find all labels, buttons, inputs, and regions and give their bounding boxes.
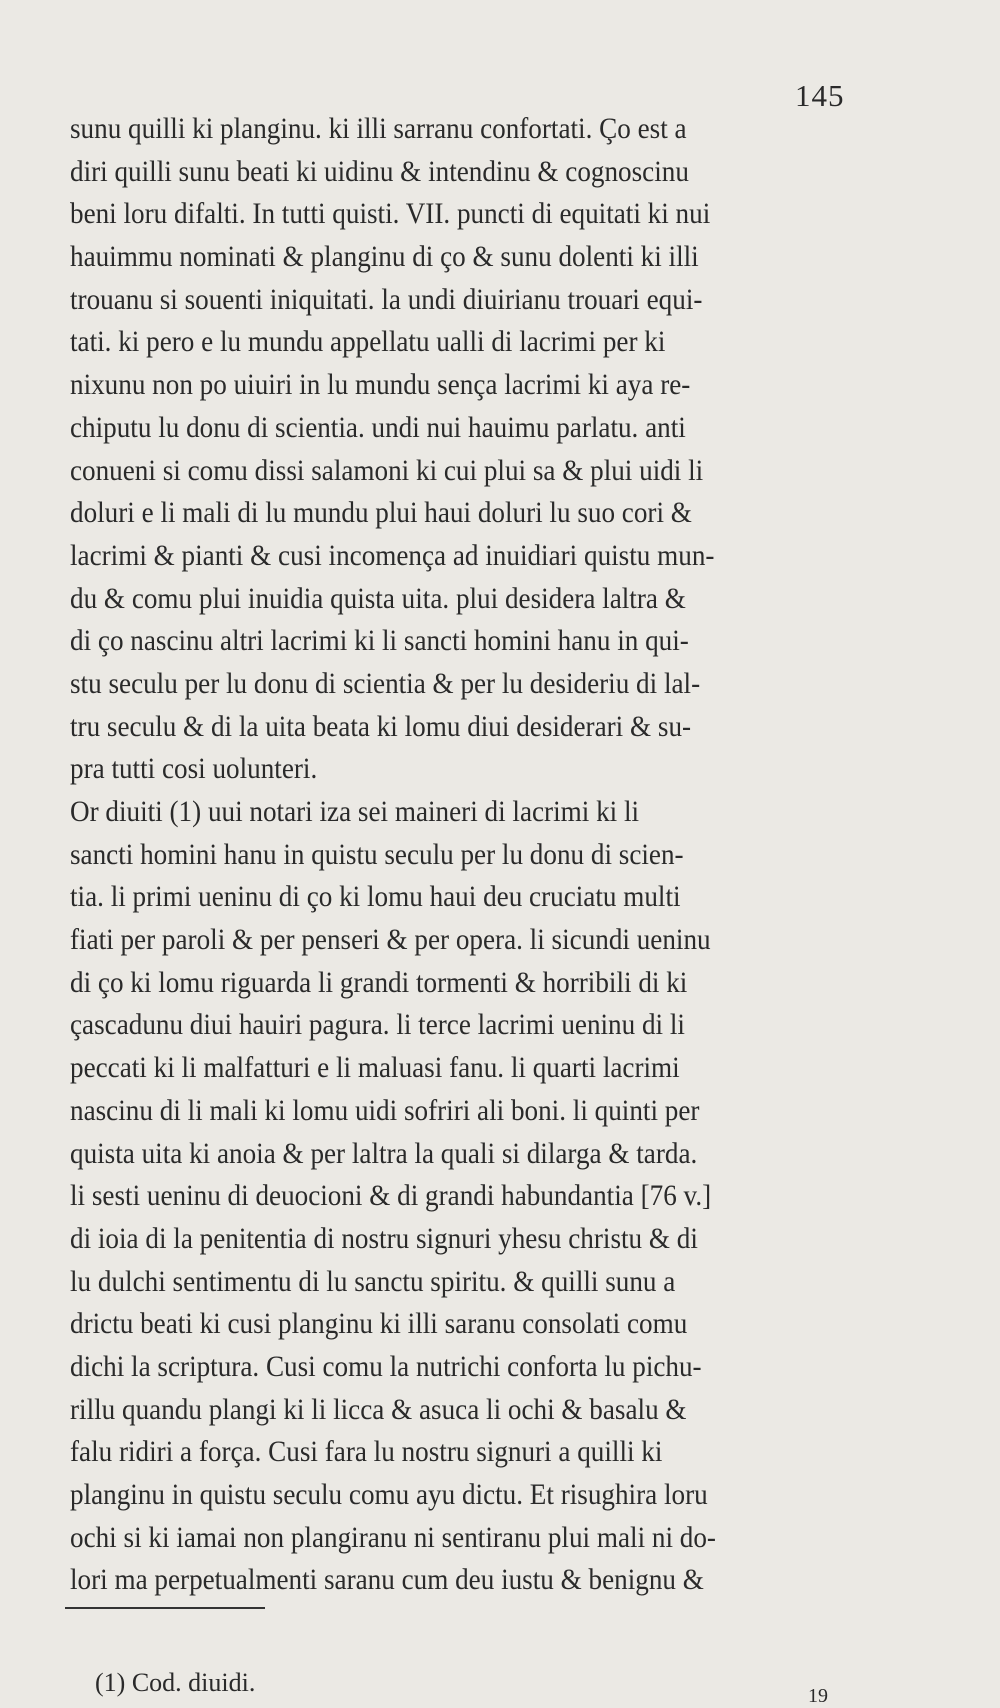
text-line: lacrimi & pianti & cusi incomença ad inuidiari quistu mun- — [70, 539, 715, 572]
text-line: di ioia di la penitentia di nostru signuri yhesu christu & di — [70, 1222, 698, 1255]
text-line: di ço ki lomu riguarda li grandi tormenti & horribili di ki — [70, 966, 688, 999]
text-line: dichi la scriptura. Cusi comu la nutrichi conforta lu pichu- — [70, 1350, 702, 1383]
text-line: li sesti ueninu di deuocioni & di grandi habundantia [76 v.] — [70, 1180, 712, 1213]
signature-mark: 19 — [808, 1685, 828, 1707]
text-line: stu seculu per lu donu di scientia & per lu desideriu di lal- — [70, 667, 701, 700]
text-line: pra tutti cosi uolunteri. — [70, 753, 318, 786]
footnote-divider — [65, 1607, 265, 1609]
text-line: trouanu si souenti iniquitati. la undi diuirianu trouari equi- — [70, 283, 703, 316]
text-line: tru seculu & di la uita beata ki lomu diui desiderari & su- — [70, 710, 692, 743]
text-line: Or diuiti (1) uui notari iza sei maineri di lacrimi ki li — [70, 796, 640, 828]
text-line: nixunu non po uiuiri in lu mundu sença lacrimi ki aya re- — [70, 369, 691, 402]
text-line: beni loru difalti. In tutti quisti. VII. puncti di equitati ki nui — [70, 198, 711, 231]
text-line: chiputu lu donu di scientia. undi nui hauimu parlatu. anti — [70, 411, 686, 444]
footnote: (1) Cod. diuidi. — [95, 1668, 256, 1697]
text-line: planginu in quistu seculu comu ayu dictu. Et risughira loru — [70, 1479, 708, 1511]
body-text — [70, 108, 920, 1602]
text-line: fiati per paroli & per penseri & per opera. li sicundi ueninu — [70, 924, 711, 957]
text-line: tia. li primi ueninu di ço ki lomu haui deu cruciatu multi — [70, 881, 681, 914]
text-line: diri quilli sunu beati ki uidinu & intendinu & cognoscinu — [70, 155, 689, 188]
text-line: tati. ki pero e lu mundu appellatu ualli di lacrimi per ki — [70, 326, 666, 359]
text-line: lu dulchi sentimentu di lu sanctu spiritu. & quilli sunu a — [70, 1265, 676, 1298]
text-line: rillu quandu plangi ki li licca & asuca li ochi & basalu & — [70, 1393, 687, 1426]
text-line: nascinu di li mali ki lomu uidi sofriri ali boni. li quinti per — [70, 1094, 700, 1127]
text-line: hauimmu nominati & planginu di ço & sunu dolenti ki illi — [70, 241, 699, 274]
text-line: drictu beati ki cusi planginu ki illi saranu consolati comu — [70, 1308, 688, 1341]
text-line: conueni si comu dissi salamoni ki cui plui sa & plui uidi li — [70, 454, 704, 487]
text-line: quista uita ki anoia & per laltra la quali si dilarga & tarda. — [70, 1137, 698, 1170]
page-number: 145 — [795, 78, 845, 113]
text-line: du & comu plui inuidia quista uita. plui desidera laltra & — [70, 582, 686, 615]
text-line: lori ma perpetualmenti saranu cum deu iustu & benignu & — [70, 1564, 704, 1597]
text-line: çascadunu diui hauiri pagura. li terce lacrimi ueninu di li — [70, 1009, 685, 1042]
text-line: di ço nascinu altri lacrimi ki li sancti homini hanu in qui- — [70, 625, 689, 658]
text-line: sancti homini hanu in quistu seculu per lu donu di scien- — [70, 838, 684, 871]
text-line: ochi si ki iamai non plangiranu ni sentiranu plui mali ni do- — [70, 1521, 716, 1554]
text-line: sunu quilli ki planginu. ki illi sarranu confortati. Ço est a — [70, 113, 687, 145]
text-line: doluri e li mali di lu mundu plui haui doluri lu suo cori & — [70, 497, 692, 530]
text-line: falu ridiri a força. Cusi fara lu nostru signuri a quilli ki — [70, 1436, 663, 1469]
text-line: peccati ki li malfatturi e li maluasi fanu. li quarti lacrimi — [70, 1052, 680, 1085]
